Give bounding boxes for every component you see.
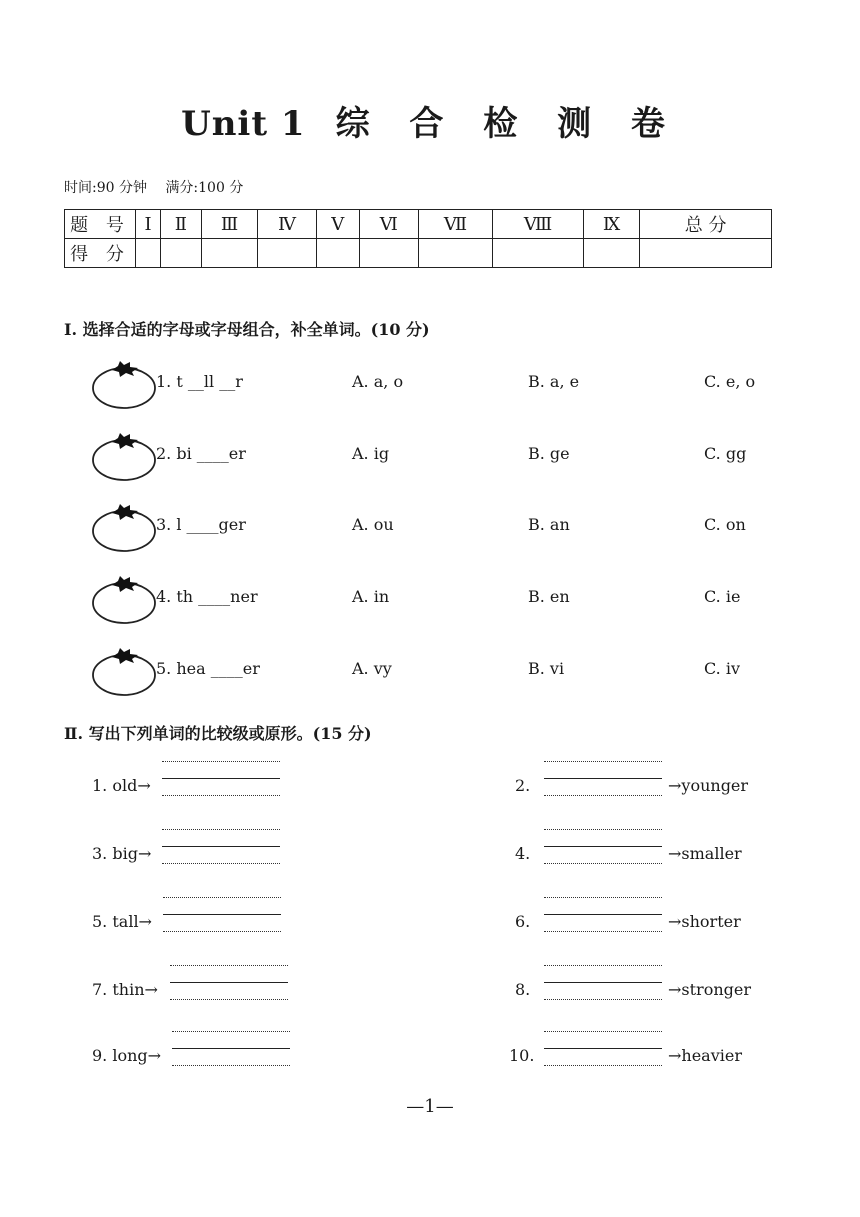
left-word: 5. tall→: [92, 912, 152, 931]
score-cell[interactable]: [161, 239, 202, 268]
score-table: [64, 209, 772, 268]
section-1-title: Ⅰ. 选择合适的字母或字母组合，补全单词。(10 分): [64, 320, 430, 339]
left-word: 1. old→: [92, 776, 151, 795]
right-number: 8.: [515, 980, 531, 999]
answer-box-right[interactable]: [544, 829, 662, 863]
col-8: Ⅷ: [493, 210, 583, 239]
section-2-title: Ⅱ. 写出下列单词的比较级或原形。(15 分): [64, 724, 372, 743]
answer-box-right[interactable]: [544, 761, 662, 795]
question-text: 4. th ____ner: [156, 587, 258, 606]
col-5: Ⅴ: [316, 210, 359, 239]
score-cell[interactable]: [359, 239, 418, 268]
option-a[interactable]: A. in: [352, 587, 390, 606]
score-value-row: [65, 239, 772, 268]
question-row: [0, 501, 860, 551]
row-label-number: 题 号: [65, 210, 136, 239]
test-meta: [64, 177, 243, 197]
time-limit: 时间:90 分钟: [64, 180, 147, 196]
score-cell[interactable]: [640, 239, 772, 268]
answer-box-right[interactable]: [544, 897, 662, 931]
answer-box-right[interactable]: [544, 1031, 662, 1065]
col-7: Ⅶ: [418, 210, 493, 239]
col-1: Ⅰ: [136, 210, 161, 239]
answer-box-left[interactable]: [162, 829, 280, 863]
score-header-row: [65, 210, 772, 239]
right-number: 4.: [515, 844, 531, 863]
question-row: [0, 573, 860, 623]
left-word: 3. big→: [92, 844, 152, 863]
question-text: 3. l ____ger: [156, 515, 246, 534]
col-2: Ⅱ: [161, 210, 202, 239]
unit-label: Unit 1: [181, 104, 306, 144]
question-row: [0, 358, 860, 408]
tomato-icon[interactable]: [90, 503, 158, 553]
right-number: 6.: [515, 912, 531, 931]
option-a[interactable]: A. ig: [352, 444, 390, 463]
option-a[interactable]: A. vy: [352, 659, 392, 678]
right-word: →stronger: [668, 980, 751, 999]
question-text: 1. t __ll __r: [156, 372, 243, 391]
test-name: 综 合 检 测 卷: [335, 104, 679, 144]
score-cell[interactable]: [136, 239, 161, 268]
option-a[interactable]: A. ou: [352, 515, 394, 534]
option-c[interactable]: C. e, o: [704, 372, 756, 391]
right-word: →shorter: [668, 912, 741, 931]
page-number: —1—: [406, 1096, 454, 1117]
answer-box-left[interactable]: [172, 1031, 290, 1065]
score-cell[interactable]: [258, 239, 316, 268]
option-b[interactable]: B. a, e: [528, 372, 580, 391]
option-c[interactable]: C. ie: [704, 587, 741, 606]
page-title: [0, 96, 860, 145]
question-text: 2. bi ____er: [156, 444, 246, 463]
score-cell[interactable]: [583, 239, 640, 268]
answer-box-left[interactable]: [163, 897, 281, 931]
right-number: 2.: [515, 776, 531, 795]
option-b[interactable]: B. en: [528, 587, 570, 606]
option-b[interactable]: B. vi: [528, 659, 565, 678]
right-word: →smaller: [668, 844, 742, 863]
row-label-score: 得 分: [65, 239, 136, 268]
option-b[interactable]: B. an: [528, 515, 570, 534]
answer-box-right[interactable]: [544, 965, 662, 999]
right-word: →heavier: [668, 1046, 742, 1065]
answer-box-left[interactable]: [162, 761, 280, 795]
col-total: 总 分: [640, 210, 772, 239]
score-cell[interactable]: [316, 239, 359, 268]
score-cell[interactable]: [493, 239, 583, 268]
col-3: Ⅲ: [201, 210, 258, 239]
right-word: →younger: [668, 776, 749, 795]
left-word: 9. long→: [92, 1046, 162, 1065]
left-word: 7. thin→: [92, 980, 158, 999]
full-score: 满分:100 分: [165, 180, 244, 196]
question-text: 5. hea ____er: [156, 659, 260, 678]
score-cell[interactable]: [201, 239, 258, 268]
question-row: [0, 430, 860, 480]
col-9: Ⅸ: [583, 210, 640, 239]
option-a[interactable]: A. a, o: [352, 372, 404, 391]
col-4: Ⅳ: [258, 210, 316, 239]
option-b[interactable]: B. ge: [528, 444, 570, 463]
right-number: 10.: [509, 1046, 535, 1065]
option-c[interactable]: C. iv: [704, 659, 740, 678]
tomato-icon[interactable]: [90, 647, 158, 697]
question-row: [0, 645, 860, 695]
tomato-icon[interactable]: [90, 575, 158, 625]
tomato-icon[interactable]: [90, 360, 158, 410]
option-c[interactable]: C. gg: [704, 444, 747, 463]
answer-box-left[interactable]: [170, 965, 288, 999]
option-c[interactable]: C. on: [704, 515, 746, 534]
tomato-icon[interactable]: [90, 432, 158, 482]
score-cell[interactable]: [418, 239, 493, 268]
col-6: Ⅵ: [359, 210, 418, 239]
